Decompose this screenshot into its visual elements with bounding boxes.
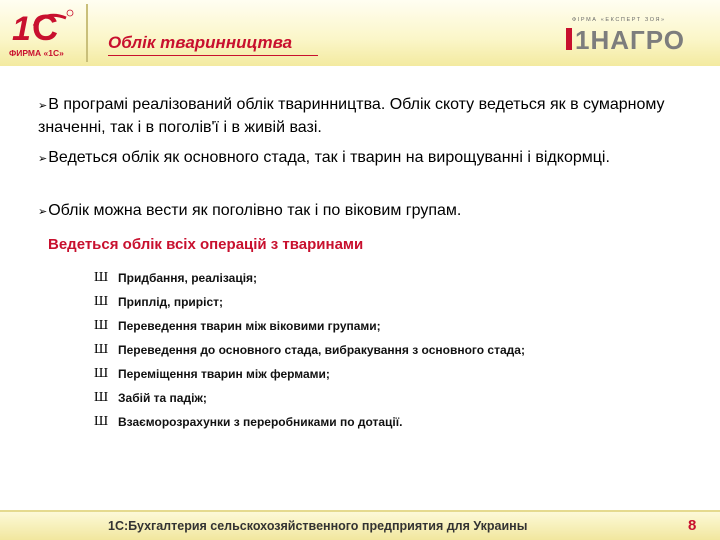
logo-divider xyxy=(86,4,88,62)
page-number: 8 xyxy=(688,517,697,534)
list-item xyxy=(94,266,694,290)
arrow-bullet-icon: ➢ xyxy=(38,100,48,112)
bullet-marker: Ш xyxy=(94,270,109,285)
arrow-bullet-icon: ➢ xyxy=(38,206,48,218)
bullet-marker: Ш xyxy=(94,414,109,429)
list-item-text: Приплід, приріст; xyxy=(118,295,223,309)
list-item-text: Переведення тварин між віковими групами; xyxy=(118,319,381,333)
list-item-text: Взаєморозрахунки з переробниками по дотації. xyxy=(118,415,403,429)
arrow-bullet-icon: ➢ xyxy=(38,153,48,165)
brand-tagline: ФІРМА «ЕКСПЕРТ ЗОЯ» xyxy=(572,17,666,23)
list-item xyxy=(94,290,694,314)
list-item xyxy=(94,410,694,434)
1c-logo xyxy=(4,6,82,60)
title-underline xyxy=(108,55,318,56)
list-item xyxy=(94,338,694,362)
bullet-marker: Ш xyxy=(94,366,109,381)
list-item xyxy=(94,362,694,386)
list-item xyxy=(94,314,694,338)
bullet-marker: Ш xyxy=(94,390,109,405)
paragraph-text: Облік можна вести як поголівно так і по віковим групам. xyxy=(48,202,462,219)
list-item-text: Переведення до основного стада, вибракування з основного стада; xyxy=(118,343,525,357)
brand-name: 1НАГРО xyxy=(575,25,685,54)
section-heading: Ведеться облік всіх операцій з тваринами xyxy=(48,236,364,253)
operations-list xyxy=(94,266,694,434)
list-item-text: Переміщення тварин між фермами; xyxy=(118,367,330,381)
paragraph-3 xyxy=(38,200,678,223)
list-item-text: Забій та падіж; xyxy=(118,391,207,405)
paragraph-2 xyxy=(38,147,678,170)
footer-text: 1С:Бухгалтерия сельскохозяйственного предприятия для Украины xyxy=(108,519,528,533)
page-title: Облік тваринництва xyxy=(108,33,293,52)
list-item-text: Придбання, реалізація; xyxy=(118,271,258,285)
svg-text:C: C xyxy=(32,7,58,48)
logo-caption: ФИРМА «1С» xyxy=(9,48,64,58)
list-item xyxy=(94,386,694,410)
paragraph-1 xyxy=(38,94,678,138)
inagro-logo xyxy=(566,24,712,54)
paragraph-text: В програмі реалізований облік тваринництва. Облік скоту ведеться як в сумарному значенні, так і в поголів'ї і в живій вазі. xyxy=(38,96,665,136)
bullet-marker: Ш xyxy=(94,294,109,309)
bullet-marker: Ш xyxy=(94,342,109,357)
bullet-marker: Ш xyxy=(94,318,109,333)
paragraph-text: Ведеться облік як основного стада, так і тварин на вирощуванні і відкормці. xyxy=(48,149,610,166)
svg-text:1: 1 xyxy=(12,10,31,48)
